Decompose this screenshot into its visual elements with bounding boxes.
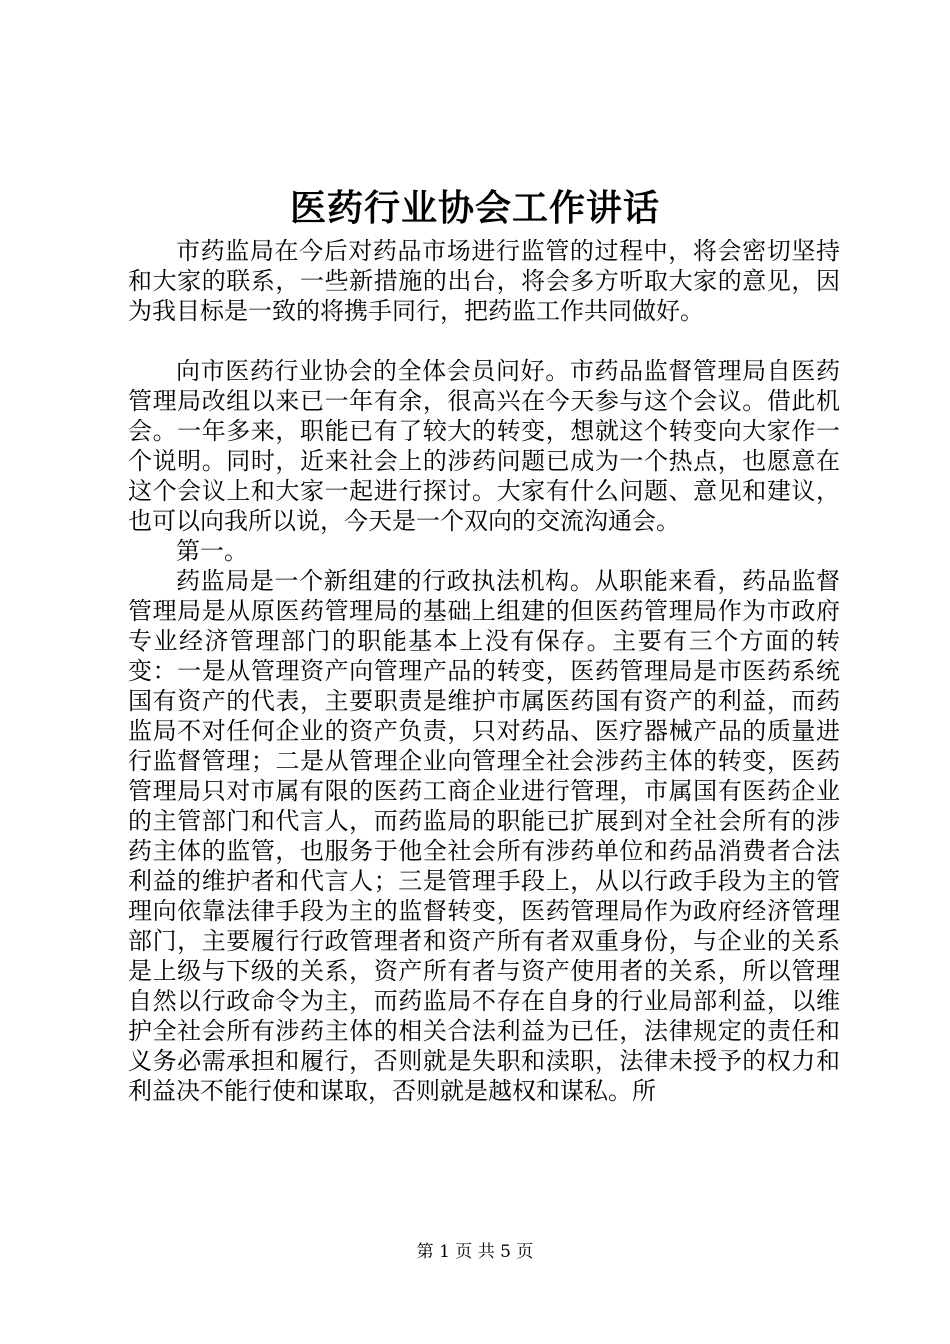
paragraph-3: 药监局是一个新组建的行政执法机构。从职能来看，药品监督管理局是从原医药管理局的基础上组建的但医药管理局作为市政府专业经济管理部门的职能基本上没有保存。主要有三个方面的转变：一是从管理资产向管理产品的转变，医药管理局是市医药系统国有资产的代表，主要职责是维护市属医药国有资产的利益，而药监局不对任何企业的资产负责，只对药品、医疗器械产品的质量进行监督管理；二是从管理企业向管理全社会涉药主体的转变，医药管理局只对市属有限的医药工商企业进行管理，市属国有医药企业的主管部门和代言人，而药监局的职能已扩展到对全社会所有的涉药主体的监管，也服务于他全社会所有涉药单位和药品消费者合法利益的维护者和代言人；三是管理手段上，从以行政手段为主的管理向依靠法律手段为主的监督转变，医药管理局作为政府经济管理部门，主要履行行政管理者和资产所有者双重身份，与企业的关系是上级与下级的关系，资产所有者与资产使用者的关系，所以管理自然以行政命令为主，而药监局不存在自身的行业局部利益，以维护全社会所有涉药主体的相关合法利益为已任，法律规定的责任和义务必需承担和履行，否则就是失职和渎职，法律未授予的权力和利益决不能行使和谋取，否则就是越权和谋私。所 — [128, 567, 840, 1105]
paragraph-1: 市药监局在今后对药品市场进行监管的过程中，将会密切坚持和大家的联系，一些新措施的出台，将会多方听取大家的意见，因为我目标是一致的将携手同行，把药监工作共同做好。 — [128, 237, 840, 325]
section-heading: 第一。 — [176, 537, 248, 565]
document-body — [128, 236, 840, 1106]
page-footer: 第 1 页 共 5 页 — [416, 1242, 534, 1262]
document-title: 医药行业协会工作讲话 — [289, 187, 660, 229]
paragraph-2: 向市医药行业协会的全体会员问好。市药品监督管理局自医药管理局改组以来已一年有余，很高兴在今天参与这个会议。借此机会。一年多来，职能已有了较大的转变，想就这个转变向大家作一个说明。同时，近来社会上的涉药问题已成为一个热点，也愿意在这个会议上和大家一起进行探讨。大家有什么问题、意见和建议，也可以向我所以说，今天是一个双向的交流沟通会。 — [128, 357, 840, 535]
paragraph-spacer — [128, 326, 840, 356]
